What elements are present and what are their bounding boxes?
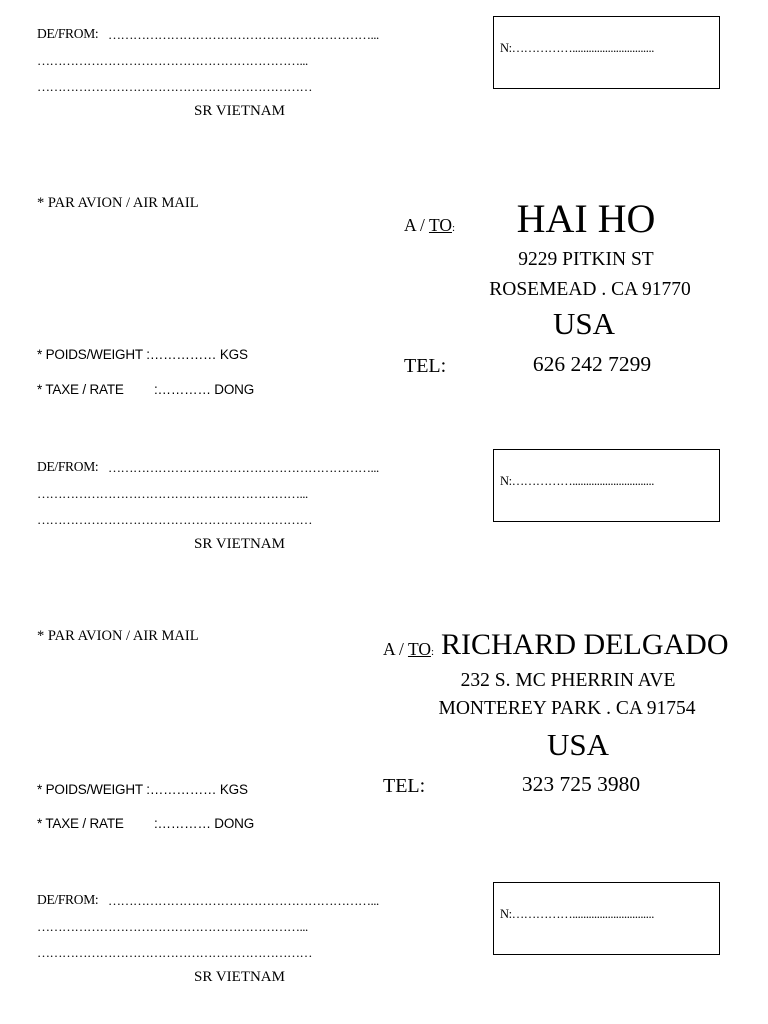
number-label: N:……………..............................	[500, 474, 654, 488]
number-box	[493, 882, 720, 955]
from-line-2: ………………………………………………………...	[37, 919, 308, 934]
sender-country: SR VIETNAM	[194, 103, 285, 119]
from-line-1: ………………………………………………………...	[108, 460, 379, 475]
to-label: A / TO:	[383, 639, 435, 659]
sender-country: SR VIETNAM	[194, 969, 285, 985]
from-line-3: …………………………………………………………	[37, 512, 312, 527]
recipient-phone: 626 242 7299	[532, 352, 652, 376]
recipient-name: HAI HO	[516, 196, 656, 241]
recipient-phone: 323 725 3980	[521, 772, 641, 796]
to-label: A / TO:	[404, 215, 456, 235]
recipient-street: 9229 PITKIN ST	[518, 249, 654, 270]
number-box	[493, 449, 720, 522]
from-label: DE/FROM:	[37, 459, 99, 474]
rate-label: * TAXE / RATE	[37, 816, 124, 831]
number-label: N:……………..............................	[500, 907, 654, 921]
number-label: N:……………..............................	[500, 41, 654, 55]
recipient-city: ROSEMEAD . CA 91770	[489, 279, 691, 300]
from-line-2: ………………………………………………………...	[37, 486, 308, 501]
from-line-3: …………………………………………………………	[37, 945, 312, 960]
recipient-street: 232 S. MC PHERRIN AVE	[460, 670, 676, 691]
from-line-1: ………………………………………………………...	[108, 27, 379, 42]
weight-label: * POIDS/WEIGHT :…………… KGS	[37, 782, 248, 797]
tel-label: TEL:	[383, 775, 426, 797]
from-line-1: ………………………………………………………...	[108, 893, 379, 908]
rate-value: :………… DONG	[154, 382, 255, 397]
recipient-city: MONTEREY PARK . CA 91754	[438, 698, 696, 719]
tel-label: TEL:	[404, 355, 447, 377]
number-box	[493, 16, 720, 89]
recipient-country: USA	[546, 727, 610, 762]
from-label: DE/FROM:	[37, 892, 99, 907]
sender-country: SR VIETNAM	[194, 536, 285, 552]
recipient-country: USA	[552, 306, 616, 341]
from-label: DE/FROM:	[37, 26, 99, 41]
rate-label: * TAXE / RATE	[37, 382, 124, 397]
recipient-name: RICHARD DELGADO	[441, 628, 729, 661]
from-line-2: ………………………………………………………...	[37, 53, 308, 68]
air-mail-label: * PAR AVION / AIR MAIL	[37, 195, 199, 211]
from-line-3: …………………………………………………………	[37, 79, 312, 94]
rate-value: :………… DONG	[154, 816, 255, 831]
weight-label: * POIDS/WEIGHT :…………… KGS	[37, 347, 248, 362]
air-mail-label: * PAR AVION / AIR MAIL	[37, 628, 199, 644]
